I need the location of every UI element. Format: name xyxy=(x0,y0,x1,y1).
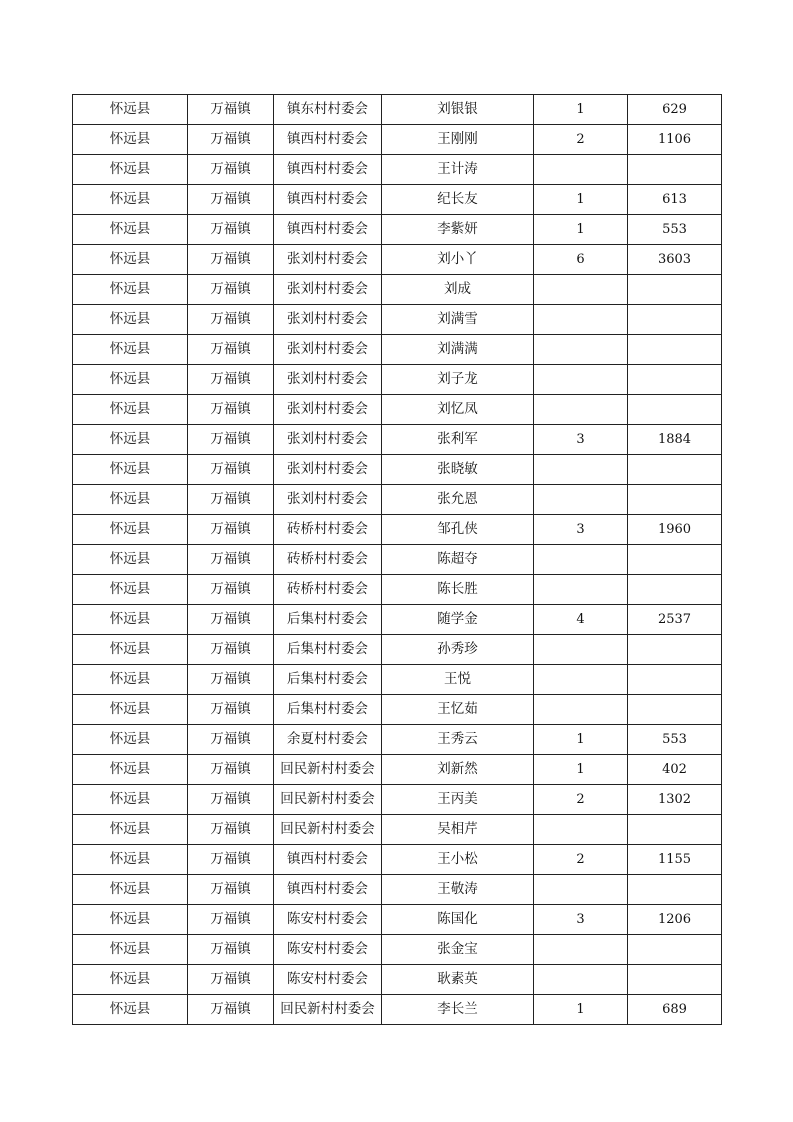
village-cell: 砖桥村村委会 xyxy=(274,515,382,545)
village-cell: 镇西村村委会 xyxy=(274,875,382,905)
amount-cell xyxy=(628,965,722,995)
county-cell: 怀远县 xyxy=(73,335,188,365)
count-cell: 3 xyxy=(534,425,628,455)
county-cell: 怀远县 xyxy=(73,845,188,875)
count-cell: 1 xyxy=(534,95,628,125)
name-cell: 陈国化 xyxy=(382,905,534,935)
county-cell: 怀远县 xyxy=(73,485,188,515)
table-row xyxy=(73,965,722,995)
county-cell: 怀远县 xyxy=(73,515,188,545)
town-cell: 万福镇 xyxy=(188,545,274,575)
village-cell: 张刘村村委会 xyxy=(274,335,382,365)
amount-cell xyxy=(628,875,722,905)
table-row xyxy=(73,335,722,365)
county-cell: 怀远县 xyxy=(73,755,188,785)
town-cell: 万福镇 xyxy=(188,245,274,275)
village-cell: 镇西村村委会 xyxy=(274,185,382,215)
village-cell: 张刘村村委会 xyxy=(274,305,382,335)
name-cell: 孙秀珍 xyxy=(382,635,534,665)
count-cell: 1 xyxy=(534,995,628,1025)
table-row xyxy=(73,665,722,695)
amount-cell xyxy=(628,545,722,575)
count-cell xyxy=(534,875,628,905)
amount-cell: 1302 xyxy=(628,785,722,815)
county-cell: 怀远县 xyxy=(73,695,188,725)
amount-cell xyxy=(628,335,722,365)
county-cell: 怀远县 xyxy=(73,425,188,455)
count-cell: 1 xyxy=(534,215,628,245)
amount-cell xyxy=(628,455,722,485)
name-cell: 王忆茹 xyxy=(382,695,534,725)
village-cell: 镇西村村委会 xyxy=(274,155,382,185)
count-cell: 6 xyxy=(534,245,628,275)
village-cell: 张刘村村委会 xyxy=(274,245,382,275)
village-cell: 张刘村村委会 xyxy=(274,365,382,395)
table-row xyxy=(73,305,722,335)
table-row xyxy=(73,95,722,125)
name-cell: 王计涛 xyxy=(382,155,534,185)
count-cell xyxy=(534,305,628,335)
town-cell: 万福镇 xyxy=(188,335,274,365)
table-row xyxy=(73,755,722,785)
name-cell: 陈超夺 xyxy=(382,545,534,575)
county-cell: 怀远县 xyxy=(73,875,188,905)
county-cell: 怀远县 xyxy=(73,995,188,1025)
county-cell: 怀远县 xyxy=(73,455,188,485)
amount-cell xyxy=(628,485,722,515)
table-row xyxy=(73,455,722,485)
amount-cell: 629 xyxy=(628,95,722,125)
table-row xyxy=(73,185,722,215)
county-cell: 怀远县 xyxy=(73,725,188,755)
town-cell: 万福镇 xyxy=(188,635,274,665)
amount-cell xyxy=(628,305,722,335)
town-cell: 万福镇 xyxy=(188,155,274,185)
name-cell: 刘满满 xyxy=(382,335,534,365)
table-row xyxy=(73,245,722,275)
roster-body xyxy=(73,95,722,1025)
name-cell: 纪长友 xyxy=(382,185,534,215)
county-cell: 怀远县 xyxy=(73,575,188,605)
name-cell: 耿素英 xyxy=(382,965,534,995)
town-cell: 万福镇 xyxy=(188,695,274,725)
count-cell xyxy=(534,665,628,695)
county-cell: 怀远县 xyxy=(73,785,188,815)
town-cell: 万福镇 xyxy=(188,605,274,635)
village-cell: 镇东村村委会 xyxy=(274,95,382,125)
table-row xyxy=(73,485,722,515)
town-cell: 万福镇 xyxy=(188,995,274,1025)
table-row xyxy=(73,545,722,575)
village-cell: 后集村村委会 xyxy=(274,605,382,635)
town-cell: 万福镇 xyxy=(188,575,274,605)
count-cell: 3 xyxy=(534,515,628,545)
table-row xyxy=(73,155,722,185)
amount-cell: 3603 xyxy=(628,245,722,275)
county-cell: 怀远县 xyxy=(73,155,188,185)
count-cell xyxy=(534,395,628,425)
table-row xyxy=(73,605,722,635)
amount-cell xyxy=(628,635,722,665)
county-cell: 怀远县 xyxy=(73,215,188,245)
county-cell: 怀远县 xyxy=(73,935,188,965)
town-cell: 万福镇 xyxy=(188,815,274,845)
name-cell: 刘子龙 xyxy=(382,365,534,395)
table-row xyxy=(73,695,722,725)
table-row xyxy=(73,995,722,1025)
town-cell: 万福镇 xyxy=(188,785,274,815)
count-cell xyxy=(534,815,628,845)
amount-cell: 1884 xyxy=(628,425,722,455)
village-cell: 镇西村村委会 xyxy=(274,125,382,155)
count-cell: 1 xyxy=(534,185,628,215)
village-cell: 后集村村委会 xyxy=(274,635,382,665)
count-cell xyxy=(534,575,628,605)
county-cell: 怀远县 xyxy=(73,665,188,695)
amount-cell xyxy=(628,365,722,395)
village-cell: 陈安村村委会 xyxy=(274,905,382,935)
amount-cell xyxy=(628,935,722,965)
name-cell: 陈长胜 xyxy=(382,575,534,605)
amount-cell: 553 xyxy=(628,725,722,755)
name-cell: 王敬涛 xyxy=(382,875,534,905)
village-cell: 回民新村村委会 xyxy=(274,755,382,785)
amount-cell xyxy=(628,695,722,725)
village-cell: 张刘村村委会 xyxy=(274,425,382,455)
name-cell: 吴相芹 xyxy=(382,815,534,845)
town-cell: 万福镇 xyxy=(188,755,274,785)
roster-table xyxy=(72,94,722,1025)
name-cell: 刘忆凤 xyxy=(382,395,534,425)
name-cell: 张金宝 xyxy=(382,935,534,965)
name-cell: 刘新然 xyxy=(382,755,534,785)
name-cell: 王刚刚 xyxy=(382,125,534,155)
town-cell: 万福镇 xyxy=(188,125,274,155)
table-row xyxy=(73,215,722,245)
table-row xyxy=(73,875,722,905)
count-cell xyxy=(534,965,628,995)
town-cell: 万福镇 xyxy=(188,665,274,695)
count-cell: 3 xyxy=(534,905,628,935)
village-cell: 余夏村村委会 xyxy=(274,725,382,755)
town-cell: 万福镇 xyxy=(188,515,274,545)
town-cell: 万福镇 xyxy=(188,305,274,335)
county-cell: 怀远县 xyxy=(73,965,188,995)
amount-cell: 553 xyxy=(628,215,722,245)
village-cell: 张刘村村委会 xyxy=(274,485,382,515)
town-cell: 万福镇 xyxy=(188,725,274,755)
village-cell: 张刘村村委会 xyxy=(274,395,382,425)
count-cell xyxy=(534,935,628,965)
count-cell: 1 xyxy=(534,755,628,785)
count-cell xyxy=(534,695,628,725)
amount-cell: 2537 xyxy=(628,605,722,635)
name-cell: 张利军 xyxy=(382,425,534,455)
table-row xyxy=(73,815,722,845)
town-cell: 万福镇 xyxy=(188,365,274,395)
village-cell: 镇西村村委会 xyxy=(274,215,382,245)
village-cell: 陈安村村委会 xyxy=(274,965,382,995)
count-cell xyxy=(534,155,628,185)
town-cell: 万福镇 xyxy=(188,95,274,125)
name-cell: 刘小丫 xyxy=(382,245,534,275)
name-cell: 李紫妍 xyxy=(382,215,534,245)
town-cell: 万福镇 xyxy=(188,275,274,305)
county-cell: 怀远县 xyxy=(73,275,188,305)
table-row xyxy=(73,725,722,755)
amount-cell xyxy=(628,665,722,695)
town-cell: 万福镇 xyxy=(188,425,274,455)
amount-cell xyxy=(628,575,722,605)
count-cell: 2 xyxy=(534,785,628,815)
county-cell: 怀远县 xyxy=(73,635,188,665)
table-row xyxy=(73,425,722,455)
village-cell: 回民新村村委会 xyxy=(274,785,382,815)
village-cell: 张刘村村委会 xyxy=(274,455,382,485)
count-cell: 1 xyxy=(534,725,628,755)
county-cell: 怀远县 xyxy=(73,95,188,125)
county-cell: 怀远县 xyxy=(73,815,188,845)
count-cell xyxy=(534,485,628,515)
amount-cell: 1155 xyxy=(628,845,722,875)
amount-cell xyxy=(628,155,722,185)
count-cell xyxy=(534,635,628,665)
village-cell: 砖桥村村委会 xyxy=(274,575,382,605)
table-row xyxy=(73,125,722,155)
name-cell: 邹孔侠 xyxy=(382,515,534,545)
town-cell: 万福镇 xyxy=(188,935,274,965)
village-cell: 镇西村村委会 xyxy=(274,845,382,875)
village-cell: 后集村村委会 xyxy=(274,695,382,725)
county-cell: 怀远县 xyxy=(73,395,188,425)
count-cell xyxy=(534,545,628,575)
town-cell: 万福镇 xyxy=(188,905,274,935)
name-cell: 李长兰 xyxy=(382,995,534,1025)
name-cell: 王悦 xyxy=(382,665,534,695)
amount-cell: 402 xyxy=(628,755,722,785)
village-cell: 陈安村村委会 xyxy=(274,935,382,965)
name-cell: 张晓敏 xyxy=(382,455,534,485)
town-cell: 万福镇 xyxy=(188,875,274,905)
town-cell: 万福镇 xyxy=(188,215,274,245)
table-row xyxy=(73,365,722,395)
village-cell: 砖桥村村委会 xyxy=(274,545,382,575)
table-row xyxy=(73,845,722,875)
count-cell xyxy=(534,455,628,485)
name-cell: 张允恩 xyxy=(382,485,534,515)
amount-cell: 689 xyxy=(628,995,722,1025)
name-cell: 随学金 xyxy=(382,605,534,635)
county-cell: 怀远县 xyxy=(73,365,188,395)
count-cell xyxy=(534,335,628,365)
name-cell: 王丙美 xyxy=(382,785,534,815)
amount-cell: 1206 xyxy=(628,905,722,935)
count-cell: 2 xyxy=(534,845,628,875)
table-row xyxy=(73,515,722,545)
table-row xyxy=(73,275,722,305)
town-cell: 万福镇 xyxy=(188,845,274,875)
amount-cell xyxy=(628,815,722,845)
amount-cell xyxy=(628,275,722,305)
name-cell: 王小松 xyxy=(382,845,534,875)
count-cell: 4 xyxy=(534,605,628,635)
count-cell: 2 xyxy=(534,125,628,155)
table-row xyxy=(73,635,722,665)
amount-cell: 613 xyxy=(628,185,722,215)
name-cell: 刘成 xyxy=(382,275,534,305)
name-cell: 刘满雪 xyxy=(382,305,534,335)
town-cell: 万福镇 xyxy=(188,485,274,515)
count-cell xyxy=(534,365,628,395)
county-cell: 怀远县 xyxy=(73,905,188,935)
table-row xyxy=(73,935,722,965)
village-cell: 后集村村委会 xyxy=(274,665,382,695)
count-cell xyxy=(534,275,628,305)
county-cell: 怀远县 xyxy=(73,605,188,635)
county-cell: 怀远县 xyxy=(73,245,188,275)
county-cell: 怀远县 xyxy=(73,185,188,215)
table-row xyxy=(73,395,722,425)
amount-cell xyxy=(628,395,722,425)
town-cell: 万福镇 xyxy=(188,455,274,485)
county-cell: 怀远县 xyxy=(73,305,188,335)
amount-cell: 1960 xyxy=(628,515,722,545)
table-row xyxy=(73,785,722,815)
village-cell: 回民新村村委会 xyxy=(274,995,382,1025)
town-cell: 万福镇 xyxy=(188,395,274,425)
village-cell: 回民新村村委会 xyxy=(274,815,382,845)
town-cell: 万福镇 xyxy=(188,185,274,215)
name-cell: 王秀云 xyxy=(382,725,534,755)
county-cell: 怀远县 xyxy=(73,545,188,575)
table-row xyxy=(73,905,722,935)
town-cell: 万福镇 xyxy=(188,965,274,995)
name-cell: 刘银银 xyxy=(382,95,534,125)
table-row xyxy=(73,575,722,605)
village-cell: 张刘村村委会 xyxy=(274,275,382,305)
amount-cell: 1106 xyxy=(628,125,722,155)
county-cell: 怀远县 xyxy=(73,125,188,155)
